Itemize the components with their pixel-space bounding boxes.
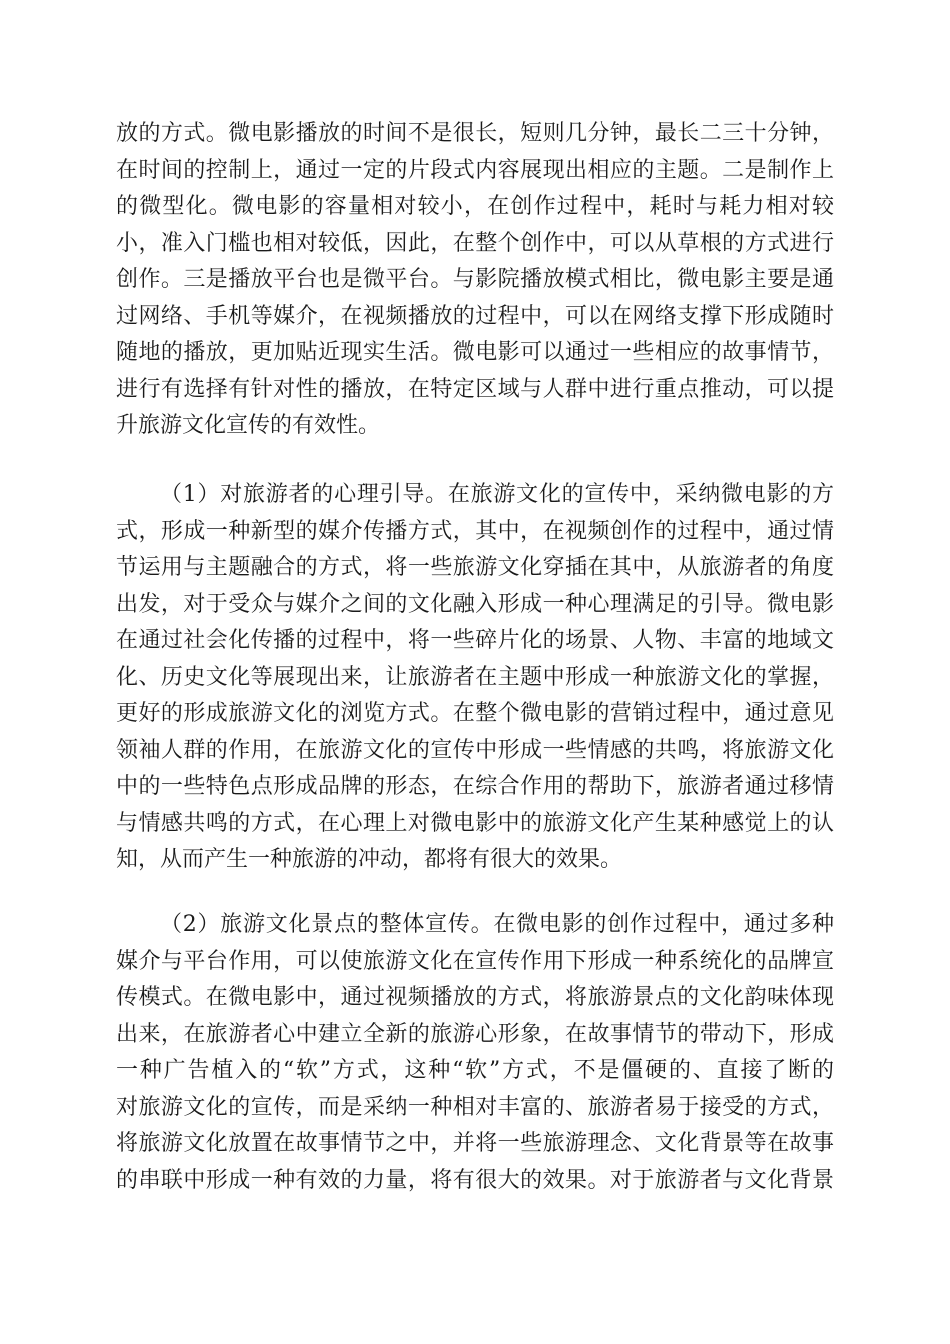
text-line: 在通过社会化传播的过程中，将一些碎片化的场景、人物、丰富的地域文 <box>116 628 834 653</box>
text-line: （1）对旅游者的心理引导。在旅游文化的宣传中，采纳微电影的方 <box>160 482 834 507</box>
text-line: 出来，在旅游者心中建立全新的旅游心形象，在故事情节的带动下，形成 <box>116 1021 834 1047</box>
text-line: 将旅游文化放置在故事情节之中，并将一些旅游理念、文化背景等在故事 <box>116 1131 834 1156</box>
text-line: 的微型化。微电影的容量相对较小，在创作过程中，耗时与耗力相对较 <box>116 194 834 219</box>
text-line: 知，从而产生一种旅游的冲动，都将有很大的效果。 <box>116 847 623 872</box>
text-line: 创作。三是播放平台也是微平台。与影院播放模式相比，微电影主要是通 <box>116 267 834 292</box>
text-line: 的串联中形成一种有效的力量，将有很大的效果。对于旅游者与文化背景 <box>116 1167 834 1193</box>
paragraph-psychological-guidance <box>116 477 834 879</box>
paragraph-scenic-spot-promotion <box>116 907 834 1199</box>
text-line: 传模式。在微电影中，通过视频播放的方式，将旅游景点的文化韵味体现 <box>116 985 834 1010</box>
text-line: 小，准入门槛也相对较低，因此，在整个创作中，可以从草根的方式进行 <box>116 230 834 256</box>
text-line: 更好的形成旅游文化的浏览方式。在整个微电影的营销过程中，通过意见 <box>116 701 834 726</box>
text-line: （2）旅游文化景点的整体宣传。在微电影的创作过程中，通过多种 <box>160 912 834 937</box>
text-line: 式，形成一种新型的媒介传播方式，其中，在视频创作的过程中，通过情 <box>116 518 834 544</box>
text-line: 放的方式。微电影播放的时间不是很长，短则几分钟，最长二三十分钟， <box>116 121 834 146</box>
text-line: 在时间的控制上，通过一定的片段式内容展现出相应的主题。二是制作上 <box>116 157 834 183</box>
text-line: 出发，对于受众与媒介之间的文化融入形成一种心理满足的引导。微电影 <box>116 591 834 617</box>
text-line: 中的一些特色点形成品牌的形态，在综合作用的帮助下，旅游者通过移情 <box>116 774 834 799</box>
text-line: 节运用与主题融合的方式，将一些旅游文化穿插在其中，从旅游者的角度 <box>116 555 834 580</box>
text-line: 一种广告植入的“软”方式，这种“软”方式，不是僵硬的、直接了断的 <box>116 1058 834 1083</box>
text-line: 进行有选择有针对性的播放，在特定区域与人群中进行重点推动，可以提 <box>116 376 834 402</box>
text-line: 化、历史文化等展现出来，让旅游者在主题中形成一种旅游文化的掌握， <box>116 664 834 690</box>
text-line: 升旅游文化宣传的有效性。 <box>116 413 381 438</box>
text-line: 媒介与平台作用，可以使旅游文化在宣传作用下形成一种系统化的品牌宣 <box>116 948 834 974</box>
text-line: 对旅游文化的宣传，而是采纳一种相对丰富的、旅游者易于接受的方式， <box>116 1094 834 1120</box>
text-line: 过网络、手机等媒介，在视频播放的过程中，可以在网络支撑下形成随时 <box>116 303 834 329</box>
text-line: 随地的播放，更加贴近现实生活。微电影可以通过一些相应的故事情节， <box>116 340 834 365</box>
text-line: 与情感共鸣的方式，在心理上对微电影中的旅游文化产生某种感觉上的认 <box>116 810 834 836</box>
text-line: 领袖人群的作用，在旅游文化的宣传中形成一些情感的共鸣，将旅游文化 <box>116 737 834 763</box>
paragraph-micro-film-features <box>116 116 834 445</box>
